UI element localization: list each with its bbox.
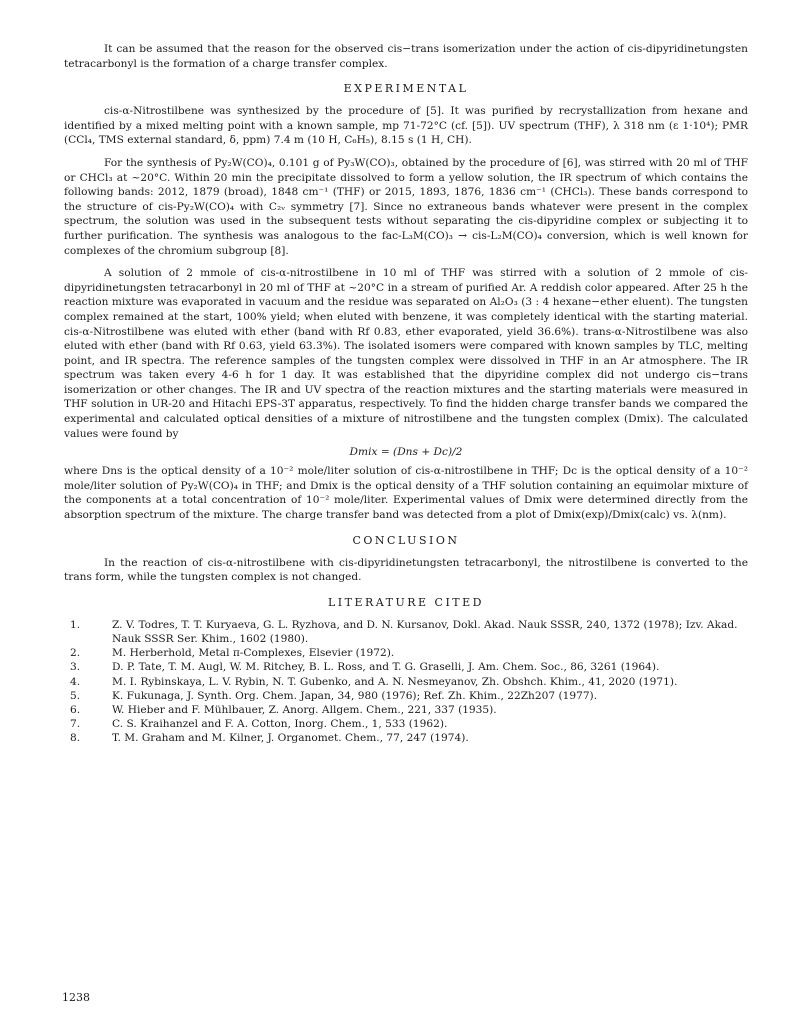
experimental-paragraph-2: For the synthesis of Py₂W(CO)₄, 0.101 g of Py₃W(CO)₃, obtained by the procedure of [6], was stirred with 20 ml of THF or CHCl₃ at ~20°C. Within 20 min the precipitate dissolved to form a yellow solution, the IR spectrum of which contains the following bands: 2012, 1879 (broad), 1848 cm⁻¹ (THF) or 2015, 1893, 1876, 1836 cm⁻¹ (CHCl₃). These bands correspond to the structure of cis-Py₂W(CO)₄ with C₂ᵥ symmetry [7]. Since no extraneous bands whatever were present in the complex spectrum, the solution was used in the subsequent tests without separating the cis-dipyridine complex or subjecting it to further purification. The synthesis was analogous to the fac-L₃M(CO)₃ → cis-L₂M(CO)₄ conversion, which is well known for complexes of the chromium subgroup [8]. <box>64 156 748 257</box>
literature-heading: LITERATURE CITED <box>327 595 484 609</box>
reference-item <box>64 675 748 689</box>
page-number: 1238 <box>62 991 90 1004</box>
conclusion-paragraph: In the reaction of cis-α-nitrostilbene with cis-dipyridinetungsten tetracarbonyl, the nitrostilbene is converted to the trans form, while the tungsten complex is not changed. <box>64 556 748 584</box>
reference-text: W. Hieber and F. Mühlbauer, Z. Anorg. Allgem. Chem., 221, 337 (1935). <box>112 704 497 717</box>
reference-list <box>64 618 748 746</box>
reference-item <box>64 660 748 674</box>
reference-text: T. M. Graham and M. Kilner, J. Organomet. Chem., 77, 247 (1974). <box>112 732 469 745</box>
reference-number: 4. <box>70 675 81 688</box>
intro-paragraph: It can be assumed that the reason for the observed cis−trans isomerization under the action of cis-dipyridinetungsten tetracarbonyl is the formation of a charge transfer complex. <box>64 43 748 70</box>
reference-number: 6. <box>70 704 81 717</box>
experimental-paragraph-1: cis-α-Nitrostilbene was synthesized by the procedure of [5]. It was purified by recrystallization from hexane and identified by a mixed melting point with a known sample, mp 71-72°C (cf. [5]). UV spectrum (THF), λ 318 nm (ε 1·10⁴); PMR (CCl₄, TMS external standard, δ, ppm) 7.4 m (10 H, C₆H₅), 8.15 s (1 H, CH). <box>64 105 748 147</box>
reference-text: Z. V. Todres, T. T. Kuryaeva, G. L. Ryzhova, and D. N. Kursanov, Dokl. Akad. Nauk SSSR, 240, 1372 (1978); Izv. Akad. Nauk SSSR Ser. Khim., 1602 (1980). <box>112 618 738 646</box>
reference-text: M. Herberhold, Metal π-Complexes, Elsevier (1972). <box>112 647 395 660</box>
reference-item <box>64 618 748 646</box>
page-body <box>64 42 748 746</box>
conclusion-heading: CONCLUSION <box>352 533 460 547</box>
reference-item <box>64 703 748 717</box>
reference-number: 7. <box>70 718 81 731</box>
experimental-paragraph-4: where Dns is the optical density of a 10⁻² mole/liter solution of cis-α-nitrostilbene in THF; Dc is the optical density of a 10⁻² mole/liter solution of Py₂W(CO)₄ in THF; and Dmix is the optical density of a THF solution containing an equimolar mixture of the components at a total concentration of 10⁻² mole/liter. Experimental values of Dmix were determined directly from the absorption spectrum of the mixture. The charge transfer band was detected from a plot of Dmix(exp)/Dmix(calc) vs. λ(nm). <box>64 465 748 522</box>
reference-item <box>64 646 748 660</box>
reference-number: 3. <box>70 661 81 674</box>
dmix-formula: Dmix = (Dns + Dc)/2 <box>349 446 463 459</box>
reference-item <box>64 717 748 731</box>
reference-text: K. Fukunaga, J. Synth. Org. Chem. Japan, 34, 980 (1976); Ref. Zh. Khim., 22Zh207 (1977). <box>112 689 598 702</box>
reference-text: C. S. Kraihanzel and F. A. Cotton, Inorg. Chem., 1, 533 (1962). <box>112 718 448 731</box>
experimental-paragraph-3: A solution of 2 mmole of cis-α-nitrostilbene in 10 ml of THF was stirred with a solution of 2 mmole of cis-dipyridinetungsten tetracarbonyl in 20 ml of THF at ~20°C in a stream of purified Ar. A reddish color appeared. After 25 h the reaction mixture was evaporated in vacuum and the residue was separated on Al₂O₃ (3 : 4 hexane−ether eluent). The tungsten complex remained at the start, 100% yield; when eluted with benzene, it was completely identical with the starting material. cis-α-Nitrostilbene was eluted with ether (band with Rf 0.83, ether evaporated, yield 36.6%). trans-α-Nitrostilbene was also eluted with ether (band with Rf 0.63, yield 63.3%). The isolated isomers were compared with known samples by TLC, melting point, and IR spectra. The reference samples of the tungsten complex were dissolved in THF in an Ar atmosphere. The IR spectrum was taken every 4-6 h for 1 day. It was established that the dipyridine complex did not undergo cis−trans isomerization or other changes. The IR and UV spectra of the reaction mixtures and the starting materials were measured in THF solution in UR-20 and Hitachi EPS-3T apparatus, respectively. To find the hidden charge transfer bands we compared the experimental and calculated optical densities of a mixture of nitrostilbene and the tungsten complex (Dmix). The calculated values were found by <box>64 267 748 440</box>
reference-item <box>64 731 748 745</box>
reference-number: 2. <box>70 647 81 660</box>
reference-number: 1. <box>70 618 81 631</box>
reference-text: M. I. Rybinskaya, L. V. Rybin, N. T. Gubenko, and A. N. Nesmeyanov, Zh. Obshch. Khim., 41, 2020 (1971). <box>112 675 678 688</box>
experimental-heading: EXPERIMENTAL <box>343 82 469 96</box>
reference-text: D. P. Tate, T. M. Augl, W. M. Ritchey, B. L. Ross, and T. G. Graselli, J. Am. Chem. Soc., 86, 3261 (1964). <box>112 661 660 674</box>
reference-item <box>64 689 748 703</box>
reference-number: 8. <box>70 732 81 745</box>
reference-number: 5. <box>70 689 81 702</box>
